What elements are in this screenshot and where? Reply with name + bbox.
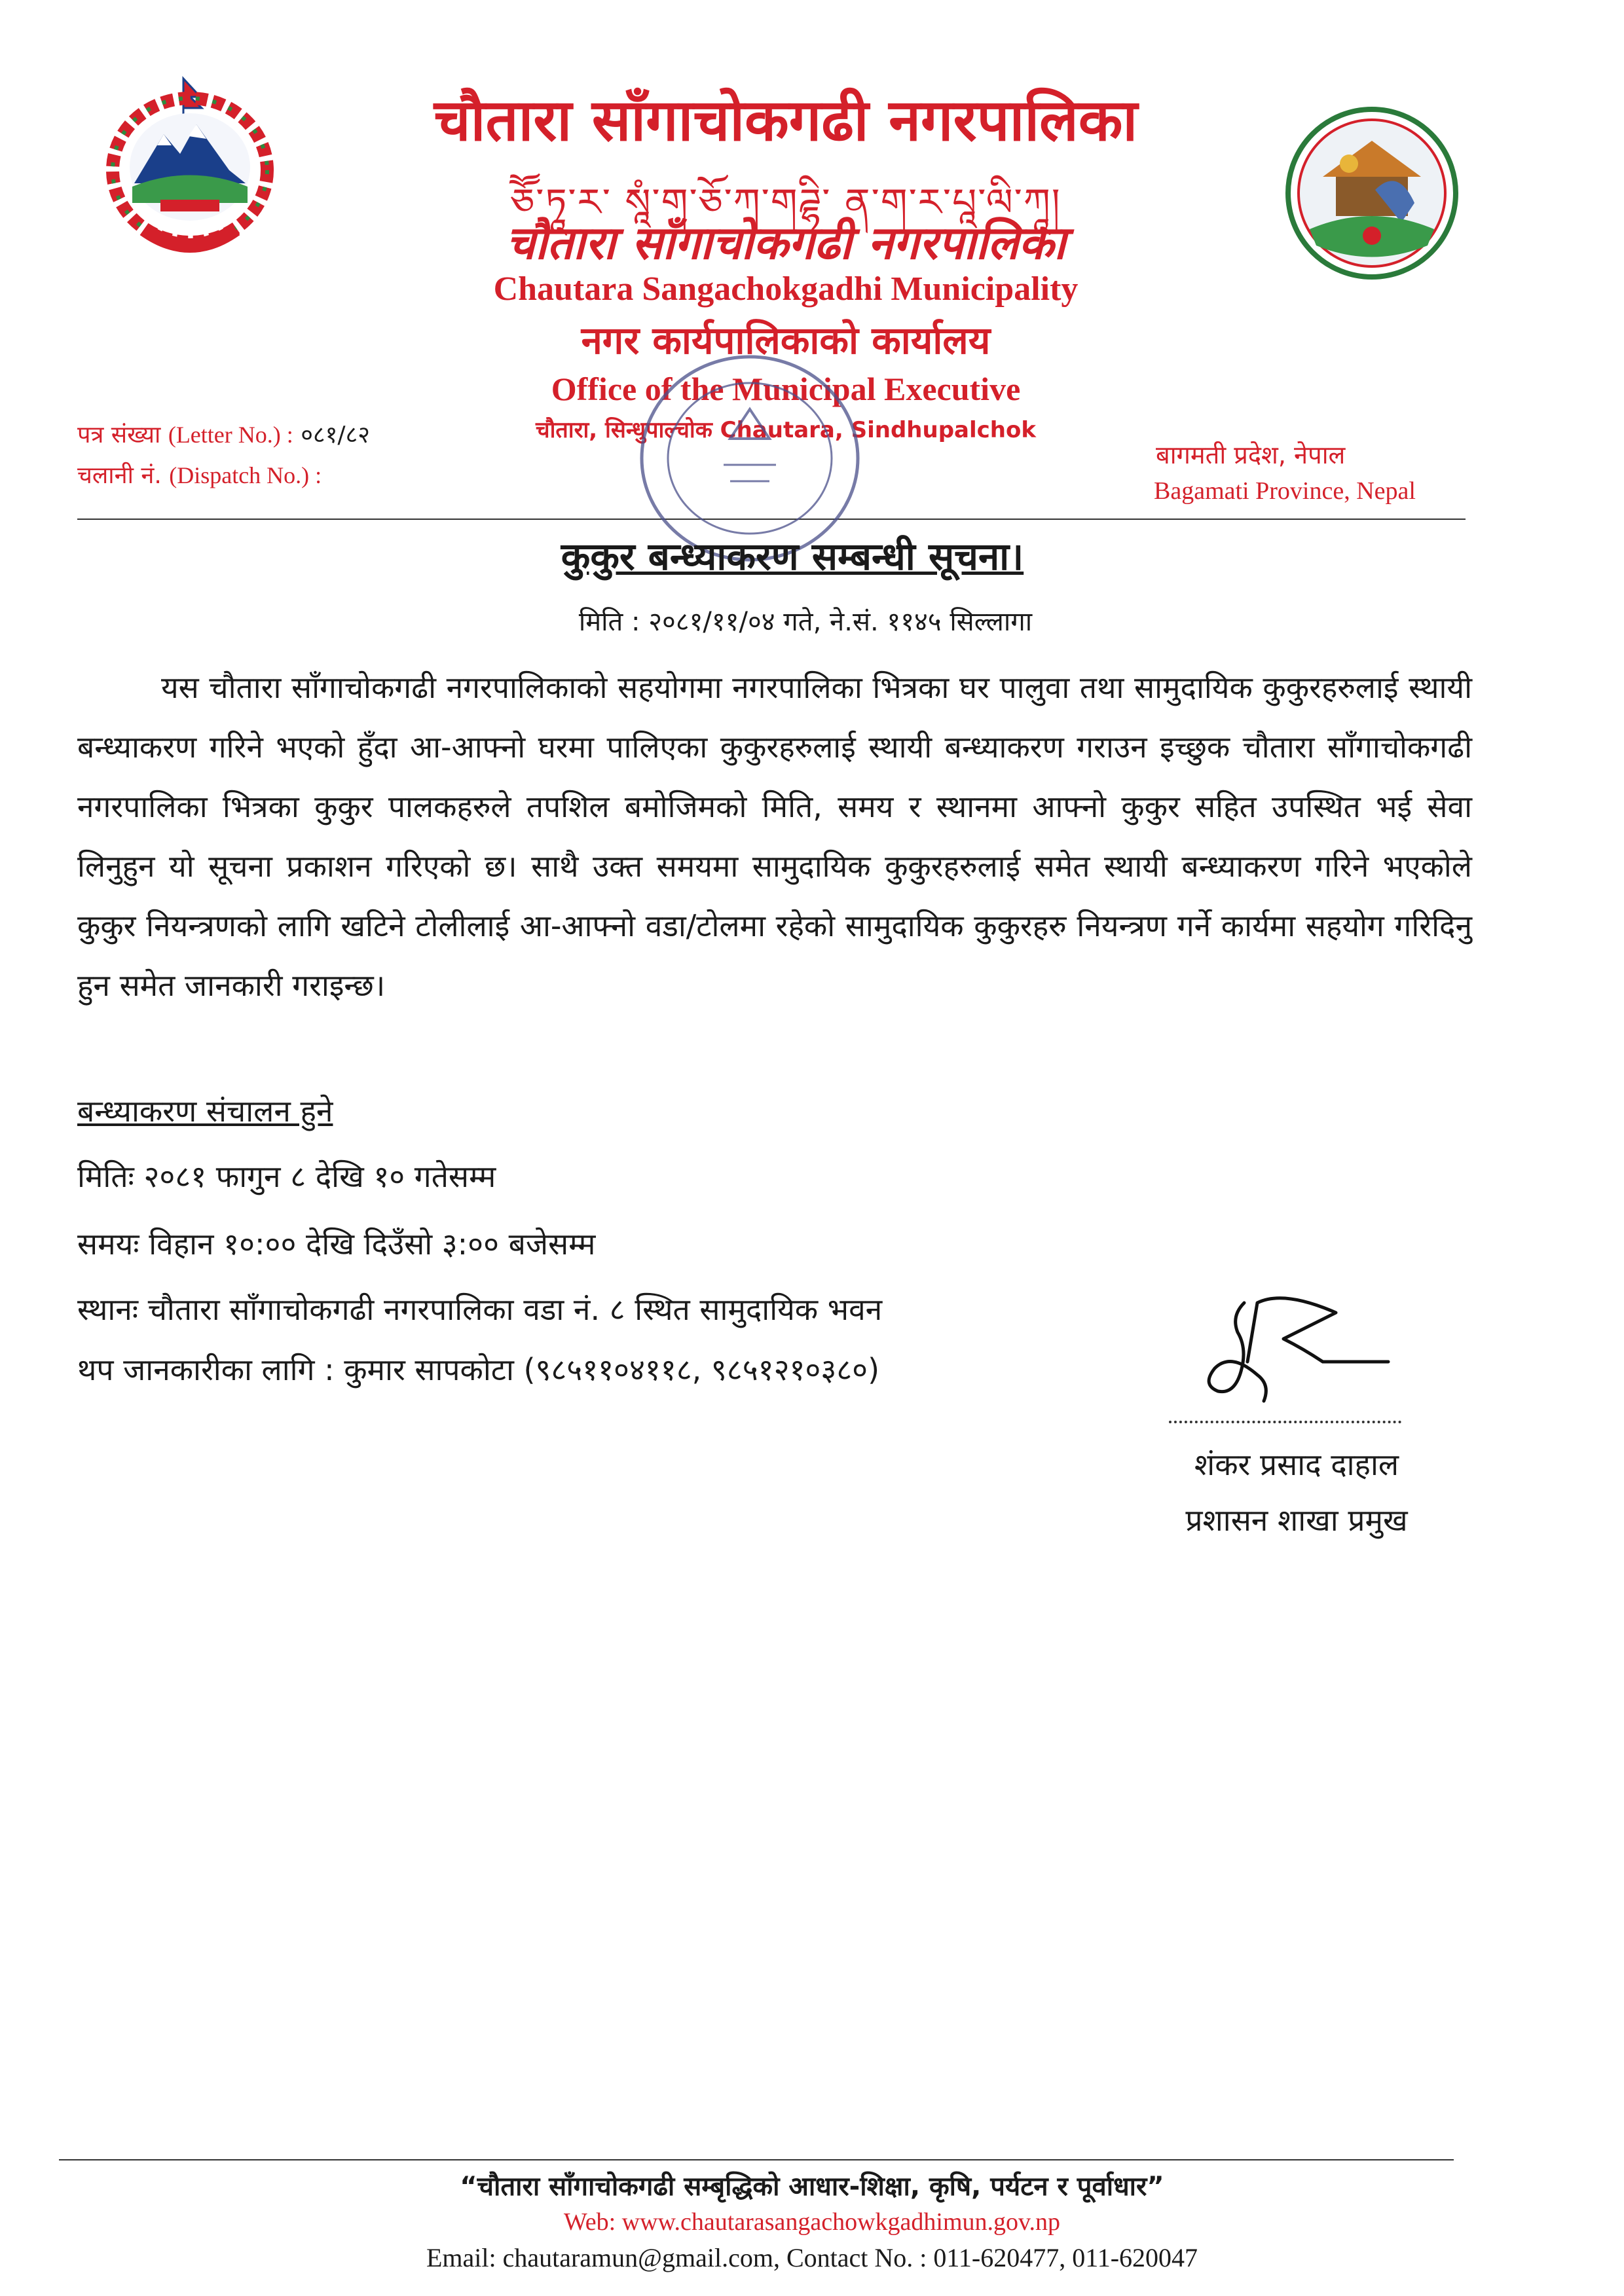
notice-date: मिति : २०८१/११/०४ गते, ने.सं. ११४५ सिल्लागा [578,607,1033,637]
footer-contact: Email: chautaramun@gmail.com, Contact No. : 011-620477, 011-620047 [426,2243,1198,2272]
schedule-time: समयः विहान १०:०० देखि दिउँसो ३:०० बजेसम्म [77,1226,596,1262]
footer-divider [59,2159,1454,2160]
notice-body: यस चौतारा साँगाचोकगढी नगरपालिकाको सहयोगमा नगरपालिका भित्रका घर पालुवा तथा सामुदायिक कुकुरहरुलाई स्थायी बन्ध्याकरण गरिने भएको हुँदा आ-आफ्नो घरमा पालिएका कुकुरहरुलाई स्थायी बन्ध्याकरण गराउन इच्छुक चौतारा साँगाचोकगढी नगरपालिका भित्रका कुकुर पालकहरुले तपशिल बमोजिमको मिति, समय र स्थानमा आफ्नो कुकुर सहित उपस्थित भई सेवा लिनुहुन यो सूचना प्रकाशन गरिएको छ। साथै उक्त समयमा सामुदायिक कुकुरहरुलाई समेत स्थायी बन्ध्याकरण गरिने भएकोले कुकुर नियन्त्रणको लागि खटिने टोलीलाई आ-आफ्नो वडा/टोलमा रहेको सामुदायिक कुकुरहरु नियन्त्रण गर्ने कार्यमा सहयोग गरिदिनु हुन समेत जानकारी गराइन्छ। [77,670,1472,1003]
signatory-name: शंकर प्रसाद दाहाल [1194,1447,1399,1482]
signature-line [1169,1421,1401,1423]
municipality-name-en: Chautara Sangachokgadhi Municipality [493,270,1079,308]
letter-no-label-np: पत्र संख्या [77,422,161,448]
province-np: बागमती प्रदेश, नेपाल [1156,441,1346,469]
schedule-date: मितिः २०८१ फागुन ८ देखि १० गतेसम्म [77,1159,496,1194]
signature-icon [1185,1286,1401,1421]
footer-website: Web: www.chautarasangachowkgadhimun.gov.np [563,2208,1061,2236]
dispatch-number [77,458,322,490]
letter-no-value: ०८१/८२ [301,422,370,448]
schedule-heading: बन्ध्याकरण संचालन हुने [77,1093,333,1129]
dispatch-no-label-np: चलानी नं. [77,462,162,489]
office-name-np: नगर कार्यपालिकाको कार्यालय [581,318,991,363]
signatory-title: प्रशासन शाखा प्रमुख [1185,1503,1408,1538]
municipality-name-tibetan: ཅཽ་ཏཱ་ར་ སཱཾ་ག་ཅོ་ཀ་གཌྷི་ ན་ག་ར་པཱ་ལི་ཀཱ། [510,180,1061,225]
notice-subject: कुकुर बन्ध्याकरण सम्बन्धी सूचना। [561,534,1024,579]
footer-slogan: “चौतारा साँगाचोकगढी सम्बृद्धिको आधार-शिक्षा, कृषि, पर्यटन र पूर्वाधार” [460,2172,1164,2202]
municipality-name-alt-script: चौतारा साँगाचोकगढी नगरपालिका [506,216,1066,270]
letter-no-label-en: (Letter No.) : [168,422,293,448]
office-address: चौतारा, सिन्धुपाल्चोक Chautara, Sindhupalchok [536,417,1036,443]
schedule-place: स्थानः चौतारा साँगाचोकगढी नगरपालिका वडा नं. ८ स्थित सामुदायिक भवन [77,1292,883,1327]
dispatch-no-label-en: (Dispatch No.) : [169,462,322,488]
nepal-emblem-icon [98,72,282,268]
municipality-name-np: चौतारा साँगाचोकगढी नगरपालिका [434,86,1138,154]
contact-info: थप जानकारीका लागि : कुमार सापकोटा (९८५११०४११८, ९८५१२१०३८०) [77,1352,880,1387]
office-name-en: Office of the Municipal Executive [551,371,1021,407]
letter-number [77,418,370,450]
province-en: Bagamati Province, Nepal [1154,477,1416,505]
municipality-logo-icon [1283,105,1460,282]
